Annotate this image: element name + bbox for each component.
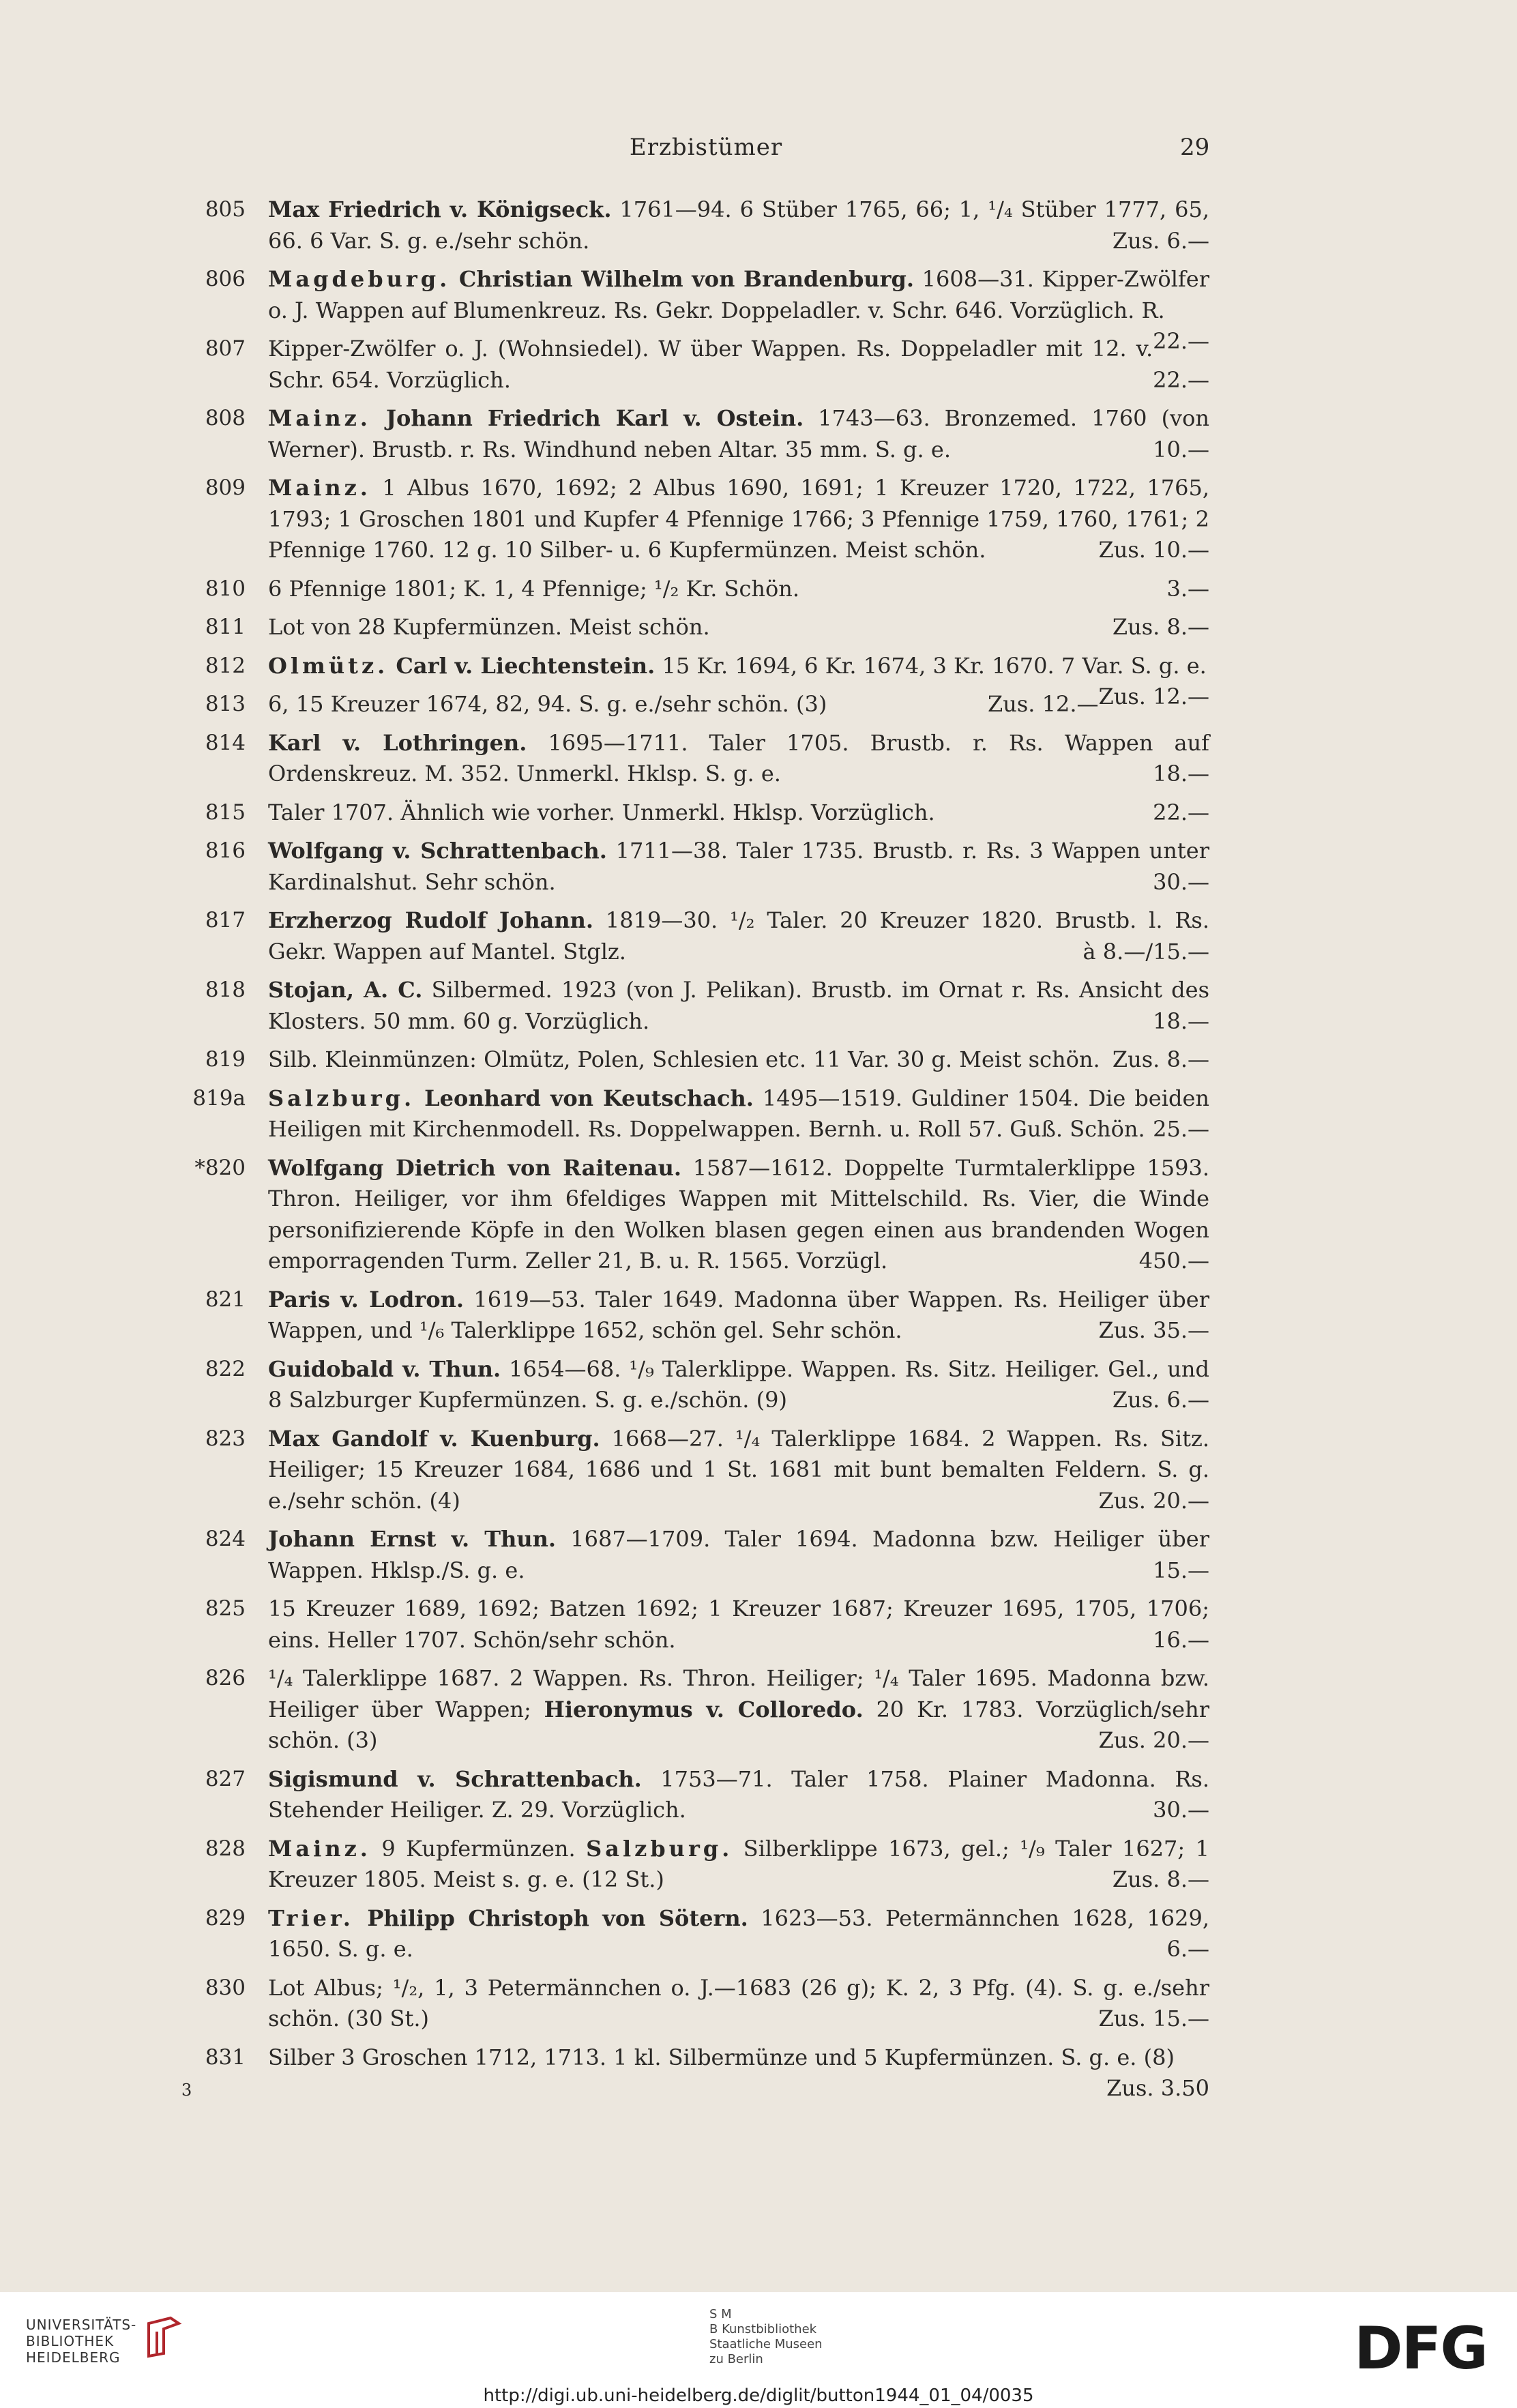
university-line-1: UNIVERSITÄTS- — [26, 2317, 137, 2333]
lot-description — [268, 1594, 1209, 1656]
lot-heading: Wolfgang Dietrich von Raitenau. — [268, 1154, 682, 1181]
lot-heading: Paris v. Lodron. — [268, 1286, 464, 1312]
lot-heading: Max Gandolf v. Kuenburg. — [268, 1425, 600, 1452]
permalink-url[interactable]: http://digi.ub.uni-heidelberg.de/diglit/button1944_01_04/0035 — [483, 2385, 1034, 2406]
lot-entry — [0, 1594, 1517, 1656]
lot-description — [268, 1834, 1209, 1896]
lot-price: Zus. 20.— — [1098, 1487, 1209, 1514]
lot-heading: Erzherzog Rudolf Johann. — [268, 907, 594, 933]
lot-text: 9 Kupfermünzen. — [370, 1835, 587, 1862]
lot-text: 15 Kr. 1694, 6 Kr. 1674, 3 Kr. 1670. 7 Var. S. g. e. — [655, 652, 1207, 679]
lot-description — [268, 1764, 1209, 1826]
lot-price: 16.— — [1153, 1626, 1209, 1653]
lot-text: ¹/₄ Talerklippe 1687. 2 Wappen. Rs. Thron. Heiliger; ¹/₄ Taler 1695. Madonna bzw. Heiliger über Wappen; — [268, 1665, 1209, 1722]
lot-description — [268, 574, 1209, 605]
lot-text: 1623—53. Petermännchen 1628, 1629, 1650. S. g. e. — [268, 1905, 1210, 1962]
lot-description — [268, 797, 1209, 829]
lot-price: 18.— — [1153, 1008, 1209, 1034]
lot-text: Silber 3 Groschen 1712, 1713. 1 kl. Silbermünze und 5 Kupfermünzen. S. g. e. (8) — [268, 2044, 1175, 2070]
lot-text: 1608—31. Kipper-Zwölfer o. J. Wappen auf Blumenkreuz. Rs. Gekr. Doppeladler. v. Schr. 646. Vorzüglich. R. — [268, 266, 1210, 323]
lot-price: 15.— — [1153, 1557, 1209, 1583]
lot-price: Zus. 12.— — [988, 691, 1099, 717]
lot-number: 826 — [205, 1666, 246, 1690]
lot-text: 1495—1519. Guldiner 1504. Die beiden Heiligen mit Kirchenmodell. Rs. Doppelwappen. Bernh. u. Roll 57. Guß. Schön. — [268, 1085, 1210, 1142]
lot-price: 18.— — [1153, 761, 1209, 787]
signature-mark: 3 — [181, 2081, 192, 2100]
lot-place: Mainz. — [268, 405, 371, 431]
lot-entry — [0, 1903, 1517, 1965]
lot-text: 1619—53. Taler 1649. Madonna über Wappen. Rs. Heiliger über Wappen, und ¹/₆ Talerklippe 1652, schön gel. Sehr schön. — [268, 1286, 1210, 1343]
lot-text: Silb. Kleinmünzen: Olmütz, Polen, Schlesien etc. 11 Var. 30 g. Meist schön. — [268, 1046, 1100, 1072]
lot-text: 1 Albus 1670, 1692; 2 Albus 1690, 1691; 1 Kreuzer 1720, 1722, 1765, 1793; 1 Groschen 1801 und Kupfer 4 Pfennige 1766; 3 Pfennige 1759, 1760, 1761; 2 Pfennige 1760. 12 g. 10 Silber- u. 6 Kupfermünzen. Meist schön. — [268, 475, 1209, 563]
lot-text: 1668—27. ¹/₄ Talerklippe 1684. 2 Wappen. Rs. Sitz. Heiliger; 15 Kreuzer 1684, 1686 und 1 St. 1681 mit bunt bemalten Feldern. S. g. e./sehr schön. (4) — [268, 1425, 1210, 1514]
lot-number: 807 — [205, 336, 246, 361]
lot-entry — [0, 574, 1517, 605]
lot-number: 818 — [205, 978, 246, 1002]
lot-entry — [0, 797, 1517, 829]
lot-number: 830 — [205, 1975, 246, 2000]
lot-number: 806 — [205, 267, 246, 291]
lot-entry — [0, 1153, 1517, 1277]
lot-description — [268, 334, 1209, 396]
lot-number: 824 — [205, 1527, 246, 1551]
lot-heading: Christian Wilhelm von Brandenburg. — [450, 266, 914, 292]
lot-entry — [0, 1663, 1517, 1757]
lot-text: 20 Kr. 1783. Vorzüglich/sehr schön. (3) — [268, 1696, 1210, 1753]
viewer-footer — [0, 2292, 1517, 2408]
lot-number: 821 — [205, 1287, 246, 1312]
lot-description — [268, 1424, 1209, 1517]
university-line-2: BIBLIOTHEK — [26, 2333, 115, 2349]
lot-entry — [0, 1764, 1517, 1826]
lot-text: 6, 15 Kreuzer 1674, 82, 94. S. g. e./sehr schön. (3) — [268, 691, 827, 717]
lot-description — [268, 1973, 1209, 2035]
lot-number: *820 — [194, 1155, 246, 1180]
lot-entry — [0, 403, 1517, 465]
lot-number: 809 — [205, 475, 246, 500]
lot-text: 1687—1709. Taler 1694. Madonna bzw. Heiliger über Wappen. Hklsp./S. g. e. — [268, 1526, 1210, 1583]
lot-description — [268, 1044, 1209, 1076]
lot-description — [268, 1354, 1209, 1416]
lot-entry — [0, 836, 1517, 898]
lot-description — [268, 194, 1209, 256]
lot-place: Trier. — [268, 1905, 354, 1931]
lot-number: 827 — [205, 1766, 246, 1791]
lot-text: 1711—38. Taler 1735. Brustb. r. Rs. 3 Wappen unter Kardinalshut. Sehr schön. — [268, 838, 1210, 895]
lot-heading: Carl v. Liechtenstein. — [388, 652, 656, 679]
credit-line-2: B Kunstbibliothek — [709, 2322, 817, 2336]
lot-entry — [0, 612, 1517, 643]
lot-price: Zus. 8.— — [1112, 614, 1209, 640]
lot-text: 1654—68. ¹/₉ Talerklippe. Wappen. Rs. Sitz. Heiliger. Gel., und 8 Salzburger Kupfermünzen. S. g. e./schön. (9) — [268, 1355, 1210, 1413]
lot-text: Lot von 28 Kupfermünzen. Meist schön. — [268, 614, 710, 640]
lot-text: Silberklippe 1673, gel.; ¹/₉ Taler 1627; 1 Kreuzer 1805. Meist s. g. e. (12 St.) — [268, 1835, 1209, 1892]
lot-text: 1695—1711. Taler 1705. Brustb. r. Rs. Wappen auf Ordenskreuz. M. 352. Unmerkl. Hklsp. S. g. e. — [268, 729, 1210, 787]
lot-description — [268, 1524, 1209, 1586]
lot-description — [268, 403, 1209, 465]
lot-heading: Johann Friedrich Karl v. Ostein. — [370, 405, 804, 431]
lot-description — [268, 975, 1209, 1037]
lot-number: 819 — [205, 1047, 246, 1072]
lot-heading: Philipp Christoph von Sötern. — [353, 1905, 748, 1931]
lot-place: Salzburg. — [586, 1835, 733, 1862]
university-logo-icon[interactable] — [143, 2314, 184, 2362]
lot-number: 808 — [205, 406, 246, 430]
lot-description — [268, 1663, 1209, 1757]
page-header-title: Erzbistümer — [629, 134, 783, 161]
lot-price: 3.— — [1166, 575, 1209, 602]
lot-number: 828 — [205, 1836, 246, 1861]
lot-price: 22.— — [1153, 799, 1209, 825]
lot-number: 822 — [205, 1356, 246, 1381]
lot-price: 6.— — [1166, 1936, 1209, 1962]
lot-text: 1761—94. 6 Stüber 1765, 66; 1, ¹/₄ Stüber 1777, 65, 66. 6 Var. S. g. e./sehr schön. — [268, 196, 1210, 254]
lot-number: 805 — [205, 197, 246, 222]
lot-price: 30.— — [1153, 1797, 1209, 1823]
lot-text: Lot Albus; ¹/₂, 1, 3 Petermännchen o. J.—1683 (26 g); K. 2, 3 Pfg. (4). S. g. e./sehr schön. (30 St.) — [268, 1974, 1209, 2031]
lot-heading: Johann Ernst v. Thun. — [268, 1526, 557, 1552]
kunstbibliothek-credit — [709, 2307, 823, 2367]
lot-entry — [0, 728, 1517, 790]
lot-description — [268, 1083, 1209, 1145]
lot-number: 819a — [192, 1085, 246, 1111]
lot-price: Zus. 6.— — [1112, 1387, 1209, 1413]
lot-entry — [0, 975, 1517, 1037]
lot-price: Zus. 12.— — [1098, 684, 1209, 709]
lot-description — [268, 836, 1209, 898]
lot-place: Magdeburg. — [268, 266, 451, 292]
lot-entry — [0, 1284, 1517, 1347]
lot-price: Zus. 8.— — [1112, 1866, 1209, 1892]
lot-entry — [0, 2042, 1517, 2101]
lot-heading: Wolfgang v. Schrattenbach. — [268, 838, 607, 864]
lot-number: 817 — [205, 908, 246, 933]
lot-text: 6 Pfennige 1801; K. 1, 4 Pfennige; ¹/₂ Kr. Schön. — [268, 575, 800, 602]
lot-entry — [0, 1424, 1517, 1517]
lot-place: Mainz. — [268, 1835, 371, 1862]
credit-line-4: zu Berlin — [709, 2352, 763, 2366]
lot-heading: Max Friedrich v. Königseck. — [268, 196, 612, 222]
lot-entry — [0, 1973, 1517, 2035]
lot-place: Salzburg. — [268, 1085, 415, 1111]
lot-description — [268, 473, 1209, 566]
lot-price: Zus. 6.— — [1112, 227, 1209, 254]
lot-entry — [0, 1083, 1517, 1145]
lot-entry — [0, 1354, 1517, 1416]
credit-line-1: S M — [709, 2307, 732, 2321]
lot-heading: Hieronymus v. Colloredo. — [544, 1696, 864, 1722]
lot-place: Olmütz. — [268, 652, 389, 679]
lot-text: 15 Kreuzer 1689, 1692; Batzen 1692; 1 Kreuzer 1687; Kreuzer 1695, 1705, 1706; eins. Heller 1707. Schön/sehr schön. — [268, 1596, 1209, 1653]
lot-text: 1743—63. Bronzemed. 1760 (von Werner). Brustb. r. Rs. Windhund neben Altar. 35 mm. S. g. e. — [268, 405, 1209, 462]
lot-description — [268, 612, 1209, 643]
lot-number: 816 — [205, 838, 246, 863]
lot-price: Zus. 8.— — [1112, 1046, 1209, 1072]
lot-price: Zus. 10.— — [1098, 537, 1209, 563]
lot-price: Zus. 15.— — [1098, 2006, 1209, 2031]
lot-text: 1587—1612. Doppelte Turmtalerklippe 1593. Thron. Heiliger, vor ihm 6feldiges Wappen mit Mittelschild. Rs. Vier, die Winde personifizierende Köpfe in den Wolken blasen gegen einen aus brandenden Wogen emporragenden Turm. Zeller 21, B. u. R. 1565. Vorzügl. — [268, 1154, 1210, 1274]
lot-price: 10.— — [1153, 436, 1209, 462]
lot-text: Silbermed. 1923 (von J. Pelikan). Brustb. im Ornat r. Rs. Ansicht des Klosters. 50 mm. 60 g. Vorzüglich. — [268, 977, 1210, 1034]
university-library-name[interactable] — [26, 2317, 136, 2366]
lot-heading: Stojan, A. C. — [268, 977, 423, 1003]
lot-price: 22.— — [1153, 366, 1209, 393]
lot-text: Taler 1707. Ähnlich wie vorher. Unmerkl. Hklsp. Vorzüglich. — [268, 799, 935, 825]
lot-number: 831 — [205, 2044, 246, 2070]
lot-description — [268, 1153, 1209, 1277]
university-line-3: HEIDELBERG — [26, 2349, 121, 2366]
lot-text: 1819—30. ¹/₂ Taler. 20 Kreuzer 1820. Brustb. l. Rs. Gekr. Wappen auf Mantel. Stglz. — [268, 907, 1210, 965]
lot-place: Mainz. — [268, 475, 371, 501]
lot-entry — [0, 194, 1517, 256]
credit-line-3: Staatliche Museen — [709, 2337, 823, 2351]
lot-heading: Guidobald v. Thun. — [268, 1355, 501, 1382]
lot-description — [268, 728, 1209, 790]
page-number: 29 — [1180, 134, 1210, 161]
lot-number: 823 — [205, 1426, 246, 1451]
lot-number: 813 — [205, 692, 246, 716]
lot-number: 829 — [205, 1905, 246, 1930]
lot-price: 450.— — [1138, 1248, 1209, 1274]
lot-price: Zus. 3.50 — [1106, 2075, 1209, 2101]
lot-text: 1753—71. Taler 1758. Plainer Madonna. Rs. Stehender Heiliger. Z. 29. Vorzüglich. — [268, 1765, 1209, 1823]
lot-price: 25.— — [1153, 1116, 1209, 1142]
lot-description — [268, 689, 1209, 720]
lot-number: 814 — [205, 730, 246, 755]
lot-description — [268, 1284, 1209, 1347]
lot-heading: Leonhard von Keutschach. — [415, 1085, 754, 1111]
lot-text: Kipper-Zwölfer o. J. (Wohnsiedel). W über Wappen. Rs. Doppeladler mit 12. v. Schr. 654. Vorzüglich. — [268, 336, 1153, 393]
lot-price: 30.— — [1153, 868, 1209, 895]
lot-list — [0, 194, 1517, 2104]
lot-entry — [0, 1524, 1517, 1586]
lot-price: à 8.—/15.— — [1082, 938, 1209, 965]
lot-entry — [0, 473, 1517, 566]
lot-description — [268, 264, 1210, 354]
lot-entry — [0, 689, 1517, 720]
lot-price: 22.— — [1153, 328, 1209, 354]
lot-entry — [0, 1044, 1517, 1076]
lot-price: Zus. 20.— — [1098, 1727, 1209, 1753]
lot-entry — [0, 334, 1517, 396]
lot-price: Zus. 35.— — [1098, 1317, 1209, 1343]
lot-entry — [0, 905, 1517, 967]
lot-number: 810 — [205, 576, 246, 601]
lot-number: 825 — [205, 1596, 246, 1621]
lot-description — [268, 905, 1209, 967]
lot-heading: Sigismund v. Schrattenbach. — [268, 1765, 642, 1792]
lot-heading: Karl v. Lothringen. — [268, 729, 527, 756]
lot-number: 815 — [205, 799, 246, 825]
lot-description — [268, 2042, 1209, 2101]
lot-description — [268, 1903, 1209, 1965]
lot-number: 811 — [205, 615, 246, 639]
lot-entry — [0, 1834, 1517, 1896]
dfg-logo[interactable]: DFG — [1354, 2315, 1487, 2383]
lot-number: 812 — [205, 653, 246, 678]
